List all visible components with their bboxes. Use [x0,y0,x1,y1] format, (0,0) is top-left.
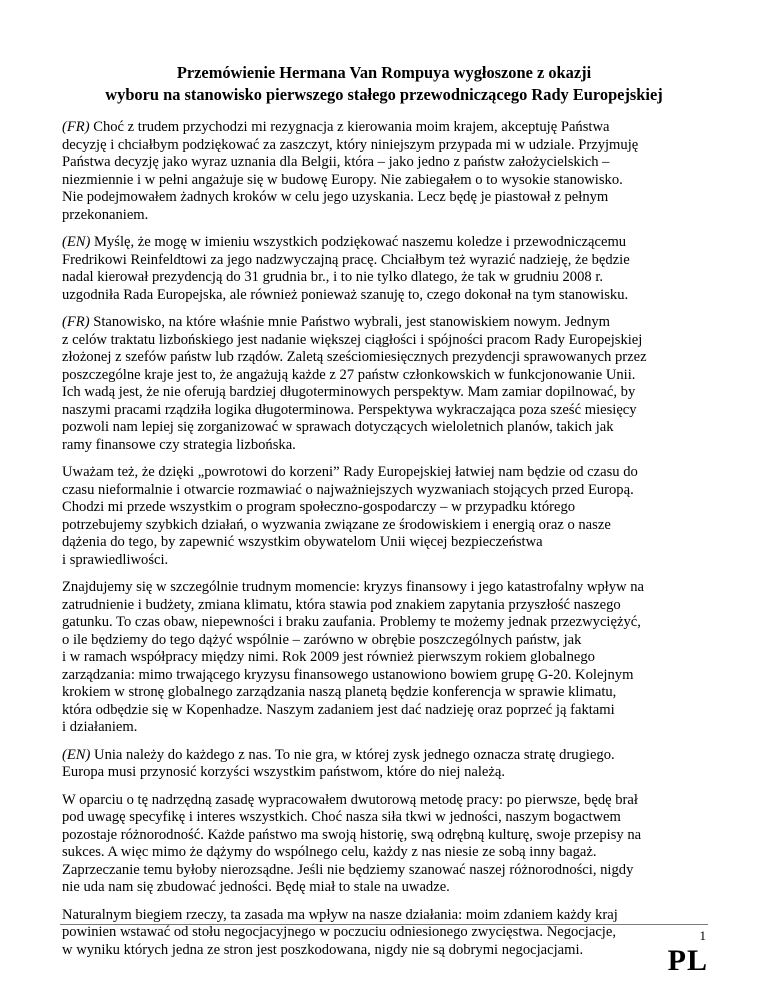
paragraph [62,314,712,454]
paragraph-line [62,464,712,482]
line-text: powinien wstawać od stołu negocjacyjnego w poczuciu odniesionego zwycięstwa. Negocjacje, [62,924,616,940]
paragraph-line [62,579,712,597]
document-body [62,119,712,969]
paragraph-line [62,614,712,632]
title-line-1: Przemówienie Hermana Van Rompuya wygłoszone z okazji [176,63,592,82]
paragraph [62,792,712,897]
line-text: Nie podejmowałem żadnych kroków w celu jego uzyskania. Lecz będę je piastował z pełnym [62,189,609,205]
paragraph-line [62,189,712,207]
paragraph-line [62,314,712,332]
paragraph-line [62,384,712,402]
paragraph-line [62,499,712,517]
paragraph-line [62,517,712,535]
language-tag: (EN) [62,746,91,763]
paragraph-line [62,332,712,350]
line-text: Uważam też, że dzięki „powrotowi do korzeni” Rady Europejskiej łatwiej nam będzie od czasu do [62,464,638,480]
paragraph-line [62,552,712,570]
line-text: Zaprzeczanie temu byłoby nierozsądne. Jeśli nie będziemy szanować naszej różnorodności, nigdy [62,861,634,878]
line-text: Europa musi przynosić korzyści wszystkim państwom, które do niej należą. [62,764,505,780]
paragraph-line [62,207,712,225]
paragraph-line [62,597,712,615]
line-text: Unia należy do każdego z nas. To nie gra, w której zysk jednego oznacza stratę drugiego. [90,746,615,763]
document-title [60,62,708,106]
paragraph-line [62,907,712,925]
line-text: sukces. A więc mimo że dążymy do wspólnego celu, każdy z nas niesie ze sobą inny bagaż. [62,844,597,860]
paragraph [62,907,712,960]
language-tag: (FR) [62,119,90,135]
paragraph-line [62,367,712,385]
paragraph-line [62,349,712,367]
line-text: nie uda nam się zbudować jedności. Będę miał to stale na uwadze. [62,879,450,895]
page-number: 1 [699,928,706,943]
line-text: pod uwagę specyfikę i interes wszystkich. Choć nasza siła tkwi w jedności, naszym bogactwem [62,809,621,825]
line-text: Stanowisko, na które właśnie mnie Państwo wybrali, jest stanowiskiem nowym. Jednym [89,314,611,330]
line-text: zarządzania: mimo trwającego kryzysu finansowego ustanowiono bowiem grupę G-20. Kolejnym [62,666,634,683]
line-text: Znajdujemy się w szczególnie trudnym momencie: kryzys finansowy i jego katastrofalny wpływ na [62,579,644,595]
line-text: Choć z trudem przychodzi mi rezygnacja z kierowania moim krajem, akceptuję Państwa [89,119,610,135]
line-text: naszymi pracami rządziła logika długoterminowa. Perspektywa wykraczająca poza sześć miesięcy [62,401,637,418]
paragraph [62,464,712,569]
line-text: uzgodniła Rada Europejska, ale również ponieważ szanuję to, czego dokonał na tym stanowisku. [62,286,629,303]
language-tag: (FR) [62,314,90,330]
paragraph [62,234,712,304]
paragraph-line [62,862,712,880]
line-text: czasu nieformalnie i otwarcie rozmawiać o najważniejszych wyzwaniach stojących przed Europą. [62,481,634,498]
line-text: gatunku. To czas obaw, niepewności i braku zaufania. Problemy te możemy jednak przezwyciężyć, [62,614,641,630]
paragraph-line [62,747,712,765]
paragraph [62,579,712,737]
paragraph-line [62,942,712,960]
paragraph-line [62,809,712,827]
language-code: PL [667,944,708,977]
language-tag: (EN) [62,234,91,250]
paragraph-line [62,252,712,270]
paragraph-line [62,234,712,252]
paragraph-line [62,172,712,190]
paragraph-line [62,534,712,552]
paragraph-line [62,287,712,305]
paragraph-line [62,154,712,172]
line-text: Ich wadą jest, że nie oferują bardziej długoterminowych perspektyw. Mam zamiar dopilnować, by [62,384,636,400]
line-text: niezmiennie i w pełni angażuje się w budowę Europy. Nie zabiegałem o to wysokie stanowisko. [62,171,623,188]
line-text: która odbędzie się w Kopenhadze. Naszym zadaniem jest dać nadzieję oraz poprzeć ją faktami [62,701,615,718]
line-text: i w ramach współpracy między nimi. Rok 2009 jest również pierwszym rokiem globalnego [62,649,595,665]
line-text: potrzebujemy szybkich działań, o wyzwania związane ze środowiskiem i energią oraz o nasze [62,516,611,533]
paragraph-line [62,632,712,650]
line-text: ramy finansowe czy strategia lizbońska. [62,436,296,453]
line-text: Naturalnym biegiem rzeczy, ta zasada ma wpływ na nasze działania: moim zdaniem każdy kraj [62,906,618,923]
footer-divider [60,924,708,925]
line-text: krokiem w stronę globalnego zarządzania naszą planetą będzie konferencja w sprawie klimatu, [62,684,617,700]
title-line-2: wyboru na stanowisko pierwszego stałego przewodniczącego Rady Europejskiej [105,85,663,104]
paragraph-line [62,437,712,455]
paragraph-line [62,419,712,437]
paragraph-line [62,482,712,500]
line-text: i działaniem. [62,719,138,735]
paragraph-line [62,719,712,737]
paragraph-line [62,792,712,810]
line-text: decyzję i chciałbym podziękować za zaszczyt, który niniejszym przypada mi w udziale. Przyjmuję [62,136,639,153]
paragraph-line [62,924,712,942]
paragraph-line [62,702,712,720]
paragraph-line [62,667,712,685]
paragraph-line [62,764,712,782]
paragraph-line [62,879,712,897]
paragraph-line [62,649,712,667]
paragraph-line [62,402,712,420]
line-text: złożonej z szefów państw lub rządów. Zaletą sześciomiesięcznych prezydencji sprawowanych przez [62,349,647,365]
paragraph [62,747,712,782]
line-text: w wyniku których jedna ze stron jest poszkodowana, nigdy nie są dobrymi negocjacjami. [62,941,584,958]
line-text: pozwoli nam lepiej się zorganizować w sprawach dotyczących wieloletnich planów, takich jak [62,419,614,435]
paragraph-line [62,137,712,155]
line-text: o ile będziemy do tego dążyć wspólnie – zarówno w obrębie poszczególnych państw, jak [62,631,582,648]
paragraph-line [62,119,712,137]
line-text: Fredrikowi Reinfeldtowi za jego nadzwyczajną pracę. Chciałbym też wyrazić nadzieję, że będzie [62,251,630,268]
line-text: Myślę, że mogę w imieniu wszystkich podziękować naszemu koledze i przewodniczącemu [90,234,627,250]
line-text: z celów traktatu lizbońskiego jest nadanie większej ciągłości i spójności pracom Rady Europejskiej [62,331,643,348]
line-text: Chodzi mi przede wszystkim o program społeczno-gospodarczy – w przypadku którego [62,499,576,515]
line-text: W oparciu o tę nadrzędną zasadę wypracowałem dwutorową metodę pracy: po pierwsze, będę brał [62,791,638,808]
line-text: przekonaniem. [62,206,149,223]
line-text: i sprawiedliwości. [62,551,169,568]
line-text: Państwa decyzję jako wyraz uznania dla Belgii, która – jako jedno z państw założycielskich – [62,154,610,170]
line-text: poszczególne kraje jest to, że angażują każde z 27 państw członkowskich w funkcjonowanie Unii. [62,366,636,383]
paragraph-line [62,684,712,702]
paragraph-line [62,827,712,845]
line-text: pozostaje różnorodność. Każde państwo ma swoją historię, swą odrębną kulturę, swoje przepisy na [62,826,642,843]
line-text: nadal kierował prezydencją do 31 grudnia br., i to nie tylko dlatego, że tak w grudniu 2008 r. [62,269,604,285]
paragraph-line [62,269,712,287]
paragraph-line [62,844,712,862]
line-text: zatrudnienie i budżety, zmiana klimatu, która stawia pod znakiem zapytania przyszłość naszego [62,596,621,613]
paragraph [62,119,712,224]
line-text: dążenia do tego, by zapewnić wszystkim obywatelom Unii więcej bezpieczeństwa [62,534,543,550]
